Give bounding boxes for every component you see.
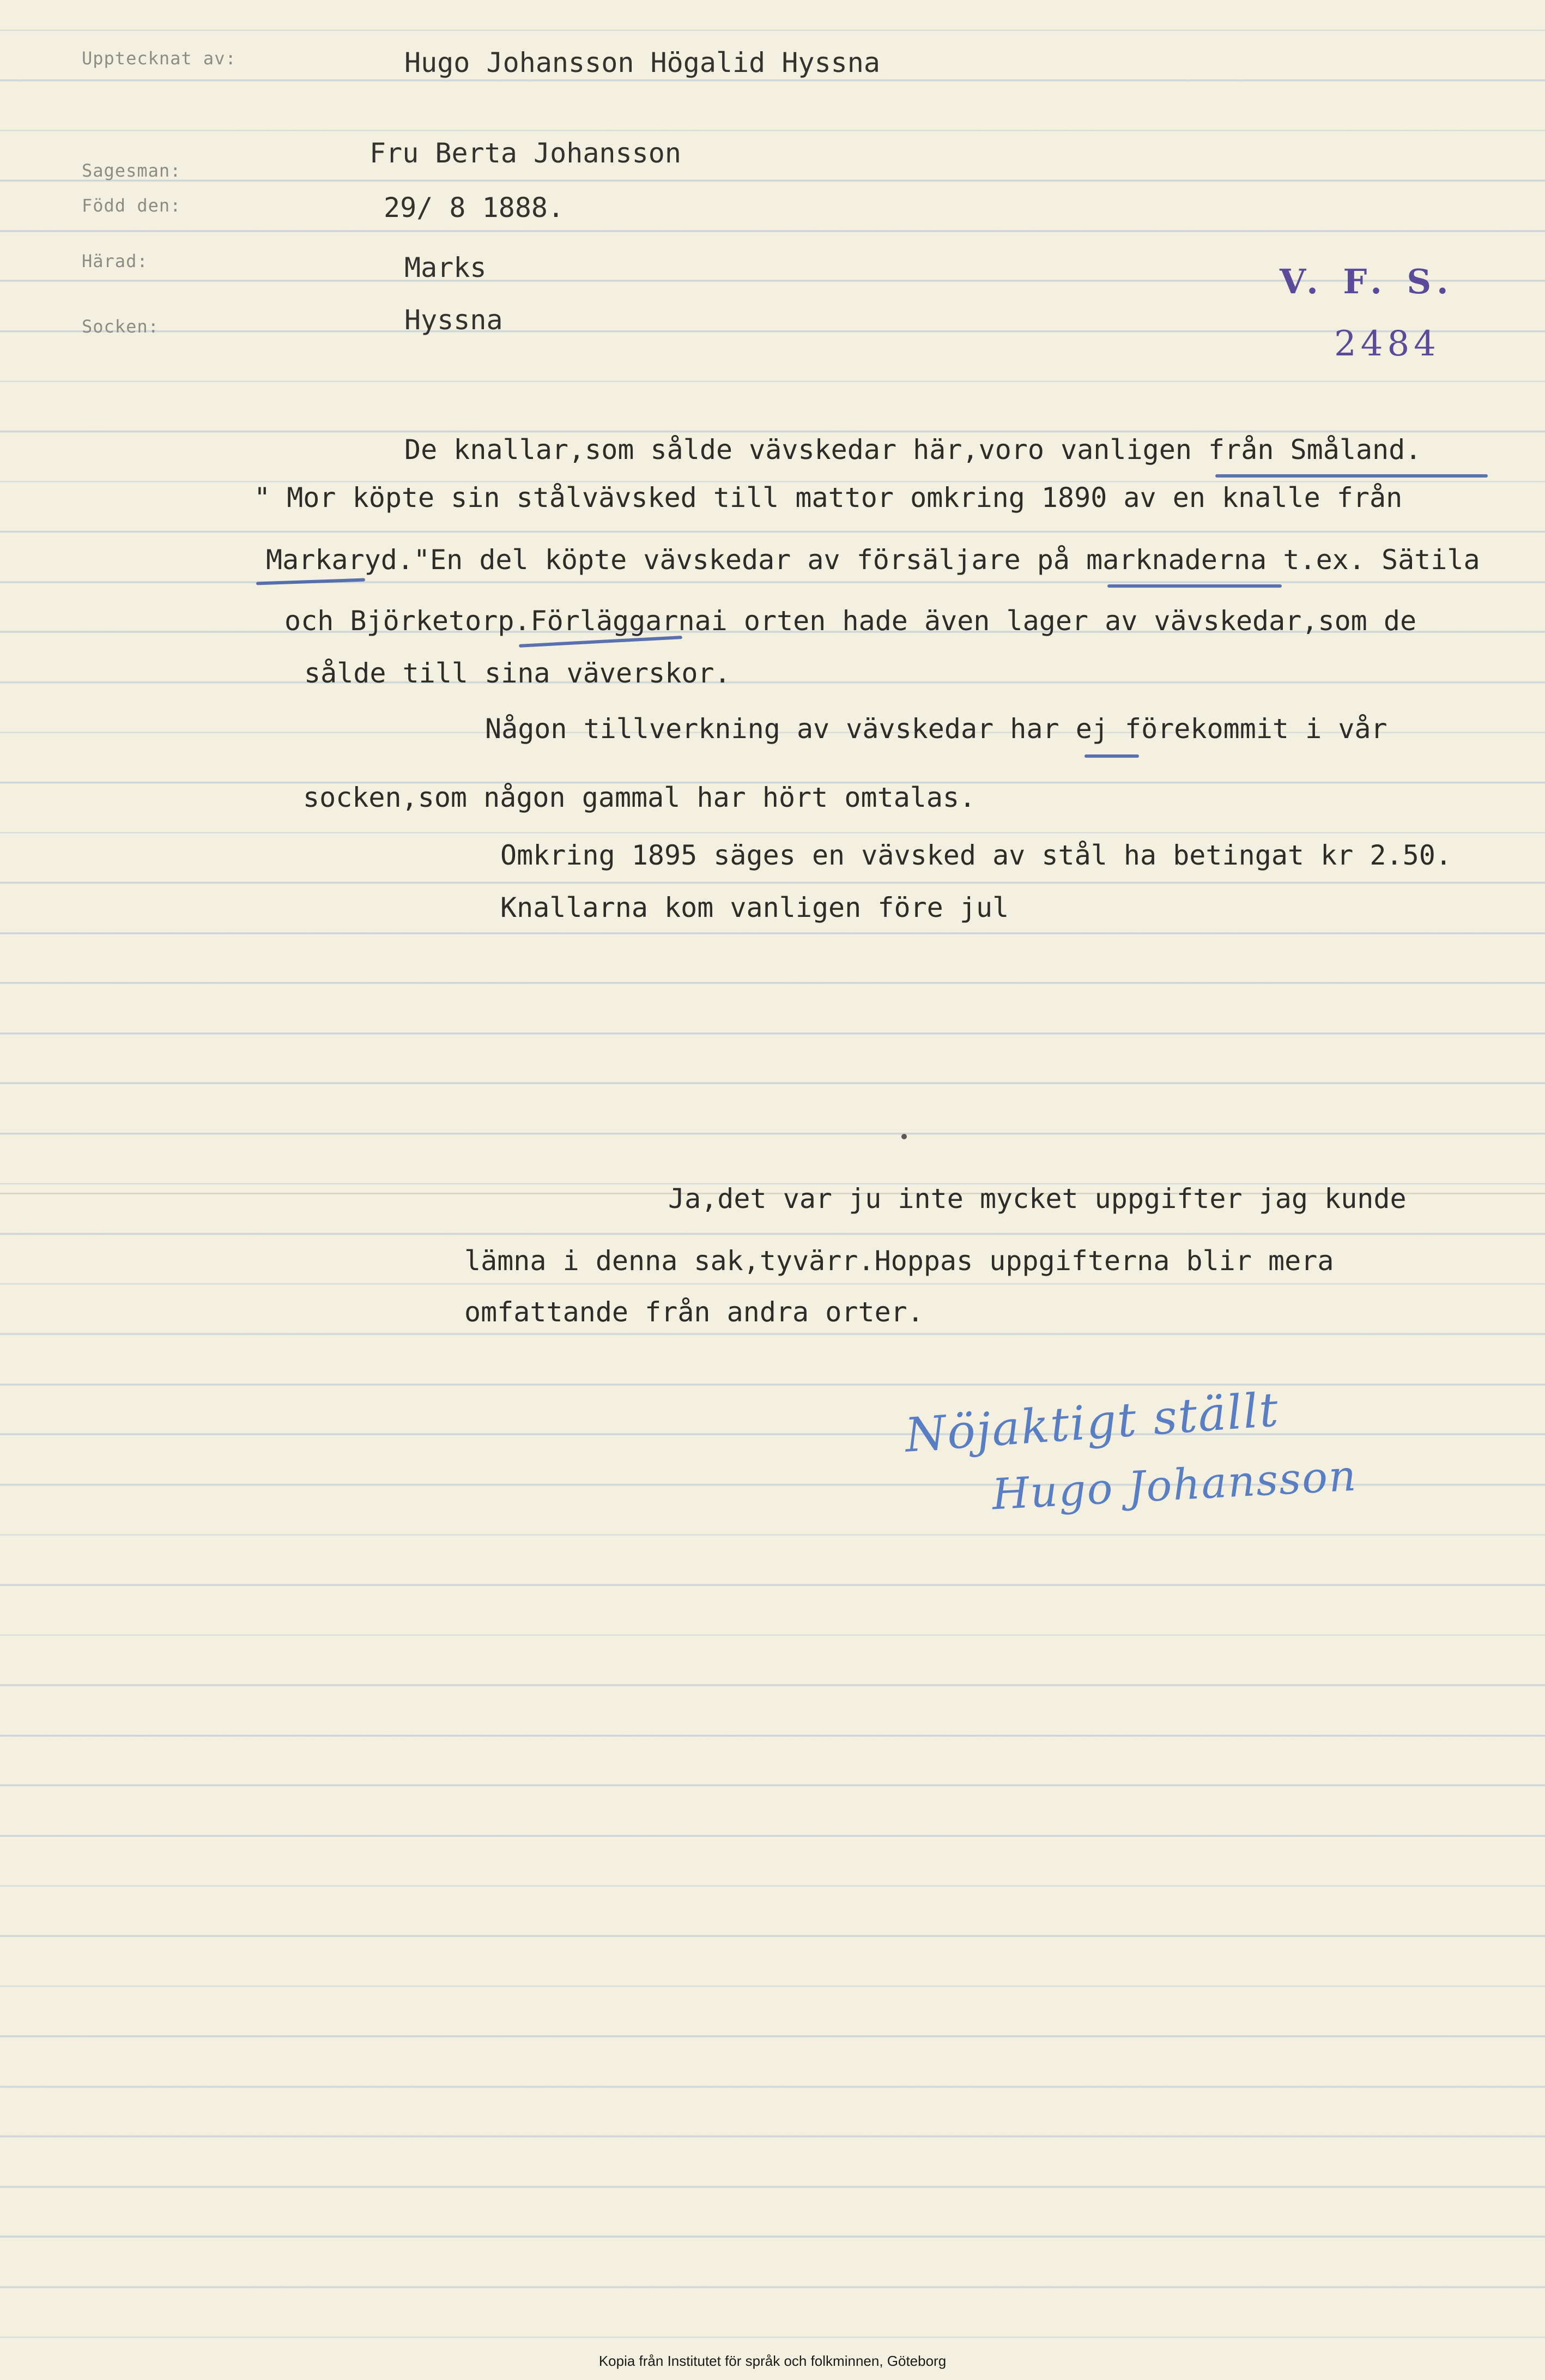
closing-line: Ja,det var ju inte mycket uppgifter jag kunde [668,1183,1407,1215]
archive-number-stamp: 2484 [1334,324,1440,364]
closing-line: lämna i denna sak,tyvärr.Hoppas uppgifterna blir mera [464,1245,1334,1277]
informant-value: Fru Berta Johansson [369,137,681,169]
handwritten-signature: Hugo Johansson [991,1451,1359,1520]
recorded-by-label: Upptecknat av: [82,48,237,69]
archive-footer: Kopia från Institutet för språk och folkminnen, Göteborg [598,2353,947,2369]
body-line: och Björketorp.Förläggarnai orten hade även lager av vävskedar,som de [284,605,1417,637]
recorded-by-value: Hugo Johansson Högalid Hyssna [404,47,880,78]
body-line: De knallar,som sålde vävskedar här,voro vanligen från Småland. [404,434,1422,466]
body-line: socken,som någon gammal har hört omtalas. [303,782,976,813]
pencil-underline-smaland [1215,474,1488,478]
informant-label: Sagesman: [82,160,181,181]
closing-line: omfattande från andra orter. [464,1296,924,1328]
district-value: Marks [404,252,487,283]
district-label: Härad: [82,251,148,271]
body-line: Någon tillverkning av vävskedar har ej förekommit i vår [485,713,1388,745]
born-value: 29/ 8 1888. [384,192,565,223]
born-label: Född den: [82,195,181,216]
parish-value: Hyssna [404,304,503,336]
body-line: Knallarna kom vanligen före jul [500,892,1009,923]
body-line: sålde till sina väverskor. [304,657,731,689]
handwritten-attestation: Nöjaktigt ställt [903,1382,1281,1463]
pencil-underline-ej [1084,754,1139,758]
archive-stamp: V. F. S. [1280,262,1455,301]
parish-label: Socken: [82,316,159,337]
body-line: Omkring 1895 säges en vävsked av stål ha betingat kr 2.50. [500,839,1452,871]
body-line: " Mor köpte sin stålvävsked till mattor omkring 1890 av en knalle från [254,482,1403,514]
pencil-underline-marknaderna [1107,584,1282,588]
ink-dot-mark [901,1134,907,1139]
body-line: Markaryd."En del köpte vävskedar av försäljare på marknaderna t.ex. Sätila [266,544,1480,576]
